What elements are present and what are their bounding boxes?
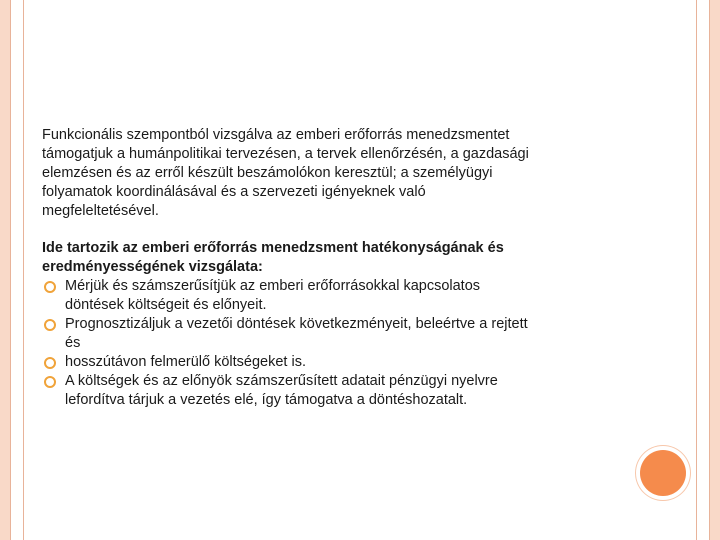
- circle-outline-icon: [44, 319, 56, 331]
- bullet-line: hosszútávon felmerülő költségeket is.: [65, 354, 306, 370]
- bullet-line: Prognosztizáljuk a vezetői döntések következményeit, beleértve a rejtett: [65, 316, 528, 332]
- circle-outline-icon: [44, 376, 56, 388]
- left-decor-stripe: [0, 0, 10, 540]
- orange-circle-icon: [640, 450, 686, 496]
- intro-paragraph: [42, 126, 642, 221]
- heading-line: eredményességének vizsgálata:: [42, 259, 263, 275]
- left-frame-border: [10, 0, 24, 540]
- paragraph-line: Funkcionális szempontból vizsgálva az emberi erőforrás menedzsmentet: [42, 127, 510, 143]
- paragraph-line: folyamatok koordinálásával és a szervezeti igényeknek való: [42, 184, 426, 200]
- circle-outline-icon: [44, 281, 56, 293]
- paragraph-line: elemzésen és az erről készült beszámolókon keresztül; a személyügyi: [42, 165, 493, 181]
- bullet-list: [42, 277, 642, 410]
- heading-line: Ide tartozik az emberi erőforrás menedzsment hatékonyságának és: [42, 240, 504, 256]
- bullet-line: döntések költségeit és előnyeit.: [65, 297, 267, 313]
- slide-content: [42, 126, 642, 410]
- right-decor-stripe: [710, 0, 720, 540]
- right-frame-border: [696, 0, 710, 540]
- list-item: [42, 372, 642, 410]
- bullet-line: Mérjük és számszerűsítjük az emberi erőforrásokkal kapcsolatos: [65, 278, 481, 294]
- bullet-line: A költségek és az előnyök számszerűsített adatait pénzügyi nyelvre: [65, 373, 498, 389]
- list-item: [42, 353, 642, 372]
- list-item: [42, 315, 642, 353]
- section-heading: [42, 239, 642, 277]
- list-item: [42, 277, 642, 315]
- bullet-line: és: [65, 335, 81, 351]
- paragraph-line: megfeleltetésével.: [42, 203, 159, 219]
- bullet-line: lefordítva tárjuk a vezetés elé, így támogatva a döntéshozatalt.: [65, 392, 468, 408]
- paragraph-line: támogatjuk a humánpolitikai tervezésen, a tervek ellenőrzésén, a gazdasági: [42, 146, 529, 162]
- circle-outline-icon: [44, 357, 56, 369]
